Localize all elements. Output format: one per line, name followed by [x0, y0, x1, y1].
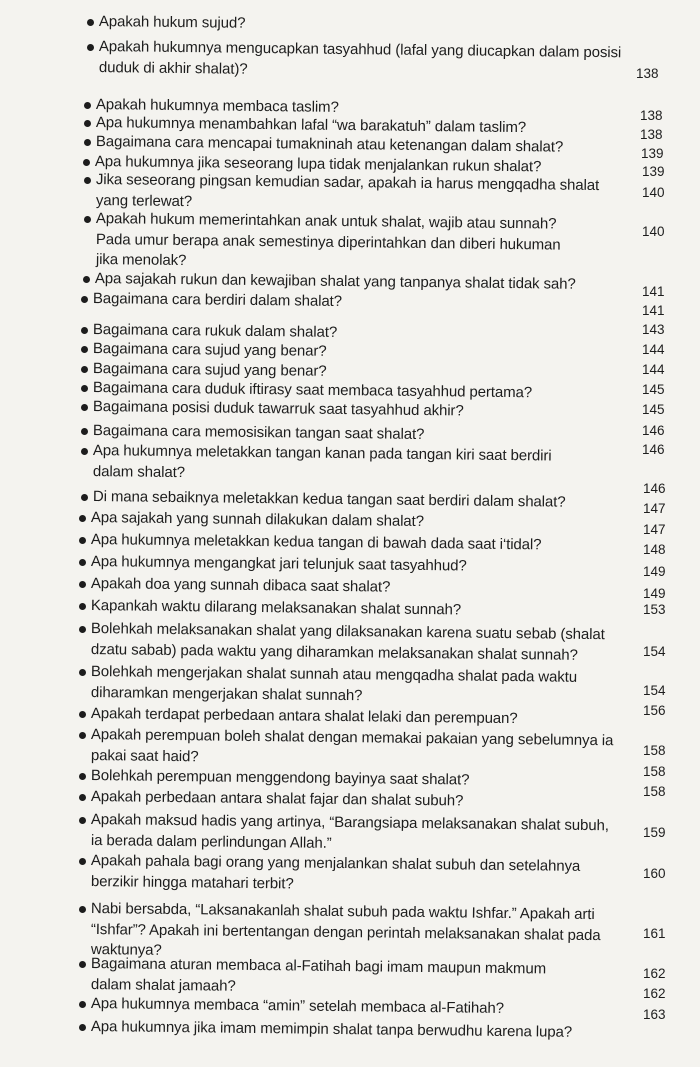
- toc-page-number: 161: [643, 926, 666, 941]
- toc-entry-text-line: “Ishfar”? Apakah ini bertentangan dengan perintah melaksanakan shalat pada: [90, 920, 601, 944]
- toc-entry-text-line: pakai saat haid?: [90, 746, 199, 765]
- toc-entry-text-line: Bagaimana cara sujud yang benar?: [92, 360, 327, 380]
- bullet-icon: [81, 448, 88, 455]
- bullet-icon: [79, 794, 86, 801]
- toc-entry-text-line: ia berada dalam perlindungan Allah.”: [90, 831, 332, 852]
- bullet-icon: [79, 603, 86, 610]
- toc-entry-text-line: Bagaimana cara berdiri dalam shalat?: [92, 290, 343, 310]
- toc-page-number: 147: [643, 501, 666, 516]
- toc-page-number: 146: [642, 442, 665, 457]
- toc-page-number: 138: [640, 127, 663, 142]
- toc-page-number: 154: [643, 644, 666, 659]
- bullet-icon: [81, 327, 88, 334]
- toc-page-number: 162: [643, 986, 666, 1001]
- bullet-icon: [84, 216, 91, 223]
- bullet-icon: [81, 428, 88, 435]
- bullet-icon: [79, 515, 86, 522]
- bullet-icon: [79, 669, 86, 676]
- toc-entry-text-line: dzatu sabab) pada waktu yang diharamkan melaksanakan shalat sunnah?: [90, 640, 578, 664]
- toc-page-number: 141: [642, 303, 665, 318]
- toc-entry-text-line: Apa sajakah yang sunnah dilakukan dalam shalat?: [90, 509, 425, 530]
- toc-page-number: 154: [643, 683, 666, 698]
- toc-entry-text-line: Di mana sebaiknya meletakkan kedua tangan saat berdiri dalam shalat?: [92, 488, 566, 511]
- toc-entry-text-line: Apakah perbedaan antara shalat fajar dan shalat subuh?: [90, 788, 464, 810]
- bullet-icon: [79, 581, 86, 588]
- toc-page-number: 163: [643, 1007, 666, 1022]
- bullet-icon: [79, 732, 86, 739]
- toc-page-number: 162: [643, 966, 666, 981]
- toc-entry-text-line: Apa hukumnya membaca “amin” setelah membaca al-Fatihah?: [90, 995, 505, 1017]
- toc-entry-text-line: diharamkan mengerjakan shalat sunnah?: [90, 683, 363, 704]
- toc-page-number: 148: [643, 542, 666, 557]
- toc-entry-text-line: Apakah hukumnya membaca taslim?: [95, 96, 339, 116]
- toc-page-number: 160: [643, 866, 666, 881]
- toc-entry-text-line: dalam shalat?: [92, 462, 186, 481]
- toc-page-number: 146: [642, 423, 665, 438]
- toc-page-number: 145: [642, 382, 665, 397]
- toc-entry-text-line: Apa hukumnya jika seseorang lupa tidak menjalankan rukun shalat?: [94, 153, 542, 176]
- toc-page-number: 140: [642, 185, 665, 200]
- toc-entry-text-line: Apa hukumnya menambahkan lafal “wa barakatuh” dalam taslim?: [95, 114, 527, 137]
- toc-entry-text-line: dalam shalat jamaah?: [90, 975, 236, 995]
- toc-entry-text-line: Apa sajakah rukun dan kewajiban shalat yang tanpanya shalat tidak sah?: [94, 270, 576, 293]
- toc-page-number: 149: [643, 586, 666, 601]
- toc-entry-text-line: Nabi bersabda, “Laksanakanlah shalat subuh pada waktu Ishfar.” Apakah arti: [90, 900, 595, 924]
- bullet-icon: [83, 159, 90, 166]
- toc-entry-text-line: Kapankah waktu dilarang melaksanakan shalat sunnah?: [90, 597, 462, 619]
- bullet-icon: [84, 177, 91, 184]
- toc-page-number: 143: [642, 322, 665, 337]
- toc-page-number: 149: [643, 564, 666, 579]
- toc-entry-text-line: Bagaimana cara memosisikan tangan saat shalat?: [92, 422, 425, 443]
- toc-entry-text-line: Bagaimana aturan membaca al-Fatihah bagi imam maupun makmum: [90, 955, 547, 978]
- toc-entry-text-line: Bagaimana cara mencapai tumakninah atau ketenangan dalam shalat?: [95, 133, 564, 156]
- toc-entry-text-line: Apakah perempuan boleh shalat dengan memakai pakaian yang sebelumnya ia: [90, 726, 614, 750]
- toc-entry-text-line: Apakah maksud hadis yang artinya, “Barangsiapa melaksanakan shalat subuh,: [90, 811, 609, 835]
- toc-page-number: 158: [643, 764, 666, 779]
- toc-entry-text-line: Apa hukumnya meletakkan kedua tangan di bawah dada saat i‘tidal?: [90, 531, 542, 554]
- toc-entry-text-line: Apakah terdapat perbedaan antara shalat lelaki dan perempuan?: [90, 705, 518, 728]
- toc-entry-text-line: Apa hukumnya jika imam memimpin shalat tanpa berwudhu karena lupa?: [90, 1018, 573, 1041]
- toc-page-number: 139: [641, 146, 664, 161]
- toc-entry-text-line: Apakah hukumnya mengucapkan tasyahhud (lafal yang diucapkan dalam posisi: [98, 38, 622, 62]
- toc-page-number: 138: [636, 66, 659, 81]
- bullet-icon: [79, 906, 86, 913]
- toc-entry-text-line: Apa hukumnya meletakkan tangan kanan pada tangan kiri saat berdiri: [92, 442, 552, 465]
- toc-page-number: 146: [643, 481, 666, 496]
- toc-page-number: 158: [643, 784, 666, 799]
- toc-page-number: 156: [643, 703, 666, 718]
- toc-entry-text-line: Bagaimana cara duduk iftirasy saat membaca tasyahhud pertama?: [92, 379, 533, 402]
- toc-page-number: 144: [642, 362, 665, 377]
- bullet-icon: [81, 366, 88, 373]
- bullet-icon: [81, 404, 88, 411]
- toc-page-number: 139: [642, 164, 665, 179]
- toc-page-number: 147: [643, 522, 666, 537]
- toc-entry-text-line: waktunya?: [90, 941, 162, 959]
- toc-entry-text-line: yang terlewat?: [95, 191, 193, 210]
- bullet-icon: [79, 858, 86, 865]
- toc-page-number: 141: [642, 284, 665, 299]
- toc-page-number: 159: [643, 825, 666, 840]
- toc-entry-text-line: Bagaimana posisi duduk tawarruk saat tasyahhud akhir?: [92, 398, 464, 420]
- bullet-icon: [79, 1024, 86, 1031]
- bullet-icon: [79, 559, 86, 566]
- toc-entry-text-line: Bolehkah perempuan menggendong bayinya saat shalat?: [90, 767, 470, 789]
- bullet-icon: [84, 139, 91, 146]
- toc-entry-text-line: Jika seseorang pingsan kemudian sadar, apakah ia harus mengqadha shalat: [95, 171, 600, 195]
- toc-entry-text-line: Apakah pahala bagi orang yang menjalankan shalat subuh dan setelahnya: [90, 852, 581, 875]
- toc-entry-text-line: Bolehkah mengerjakan shalat sunnah atau mengqadha shalat pada waktu: [90, 663, 578, 686]
- bullet-icon: [87, 19, 94, 26]
- bullet-icon: [87, 44, 94, 51]
- toc-entry-text-line: jika menolak?: [95, 251, 187, 270]
- toc-page-number: 153: [643, 602, 666, 617]
- toc-page-number: 140: [642, 224, 665, 239]
- toc-page-number: 138: [640, 108, 663, 123]
- toc-page-number: 158: [643, 743, 666, 758]
- toc-entry-text-line: Apakah hukum memerintahkan anak untuk shalat, wajib atau sunnah?: [95, 210, 557, 233]
- bullet-icon: [79, 537, 86, 544]
- toc-entry-text-line: Apa hukumnya mengangkat jari telunjuk saat tasyahhud?: [90, 553, 467, 575]
- bullet-icon: [81, 494, 88, 501]
- bullet-icon: [81, 296, 88, 303]
- bullet-icon: [84, 102, 91, 109]
- bullet-icon: [84, 120, 91, 127]
- toc-entry-text-line: Bagaimana cara sujud yang benar?: [92, 340, 327, 360]
- bullet-icon: [79, 961, 86, 968]
- toc-entry-text-line: Pada umur berapa anak semestinya diperintahkan dan diberi hukuman: [95, 230, 561, 254]
- bullet-icon: [79, 1001, 86, 1008]
- bullet-icon: [79, 773, 86, 780]
- toc-entry-text-line: Bagaimana cara rukuk dalam shalat?: [92, 321, 338, 341]
- toc-entry-text-line: Bolehkah melaksanakan shalat yang dilaksanakan karena suatu sebab (shalat: [90, 620, 605, 644]
- toc-entry-text-line: duduk di akhir shalat)?: [98, 58, 248, 78]
- bullet-icon: [79, 711, 86, 718]
- toc-entry-text-line: Apakah doa yang sunnah dibaca saat shalat?: [90, 575, 391, 596]
- toc-page-number: 144: [642, 342, 665, 357]
- toc-entry-text-line: Apakah hukum sujud?: [98, 13, 246, 32]
- bullet-icon: [81, 385, 88, 392]
- bullet-icon: [83, 276, 90, 283]
- bullet-icon: [79, 817, 86, 824]
- bullet-icon: [79, 626, 86, 633]
- toc-entry-text-line: berzikir hingga matahari terbit?: [90, 872, 294, 892]
- toc-page-number: 145: [642, 402, 665, 417]
- bullet-icon: [81, 346, 88, 353]
